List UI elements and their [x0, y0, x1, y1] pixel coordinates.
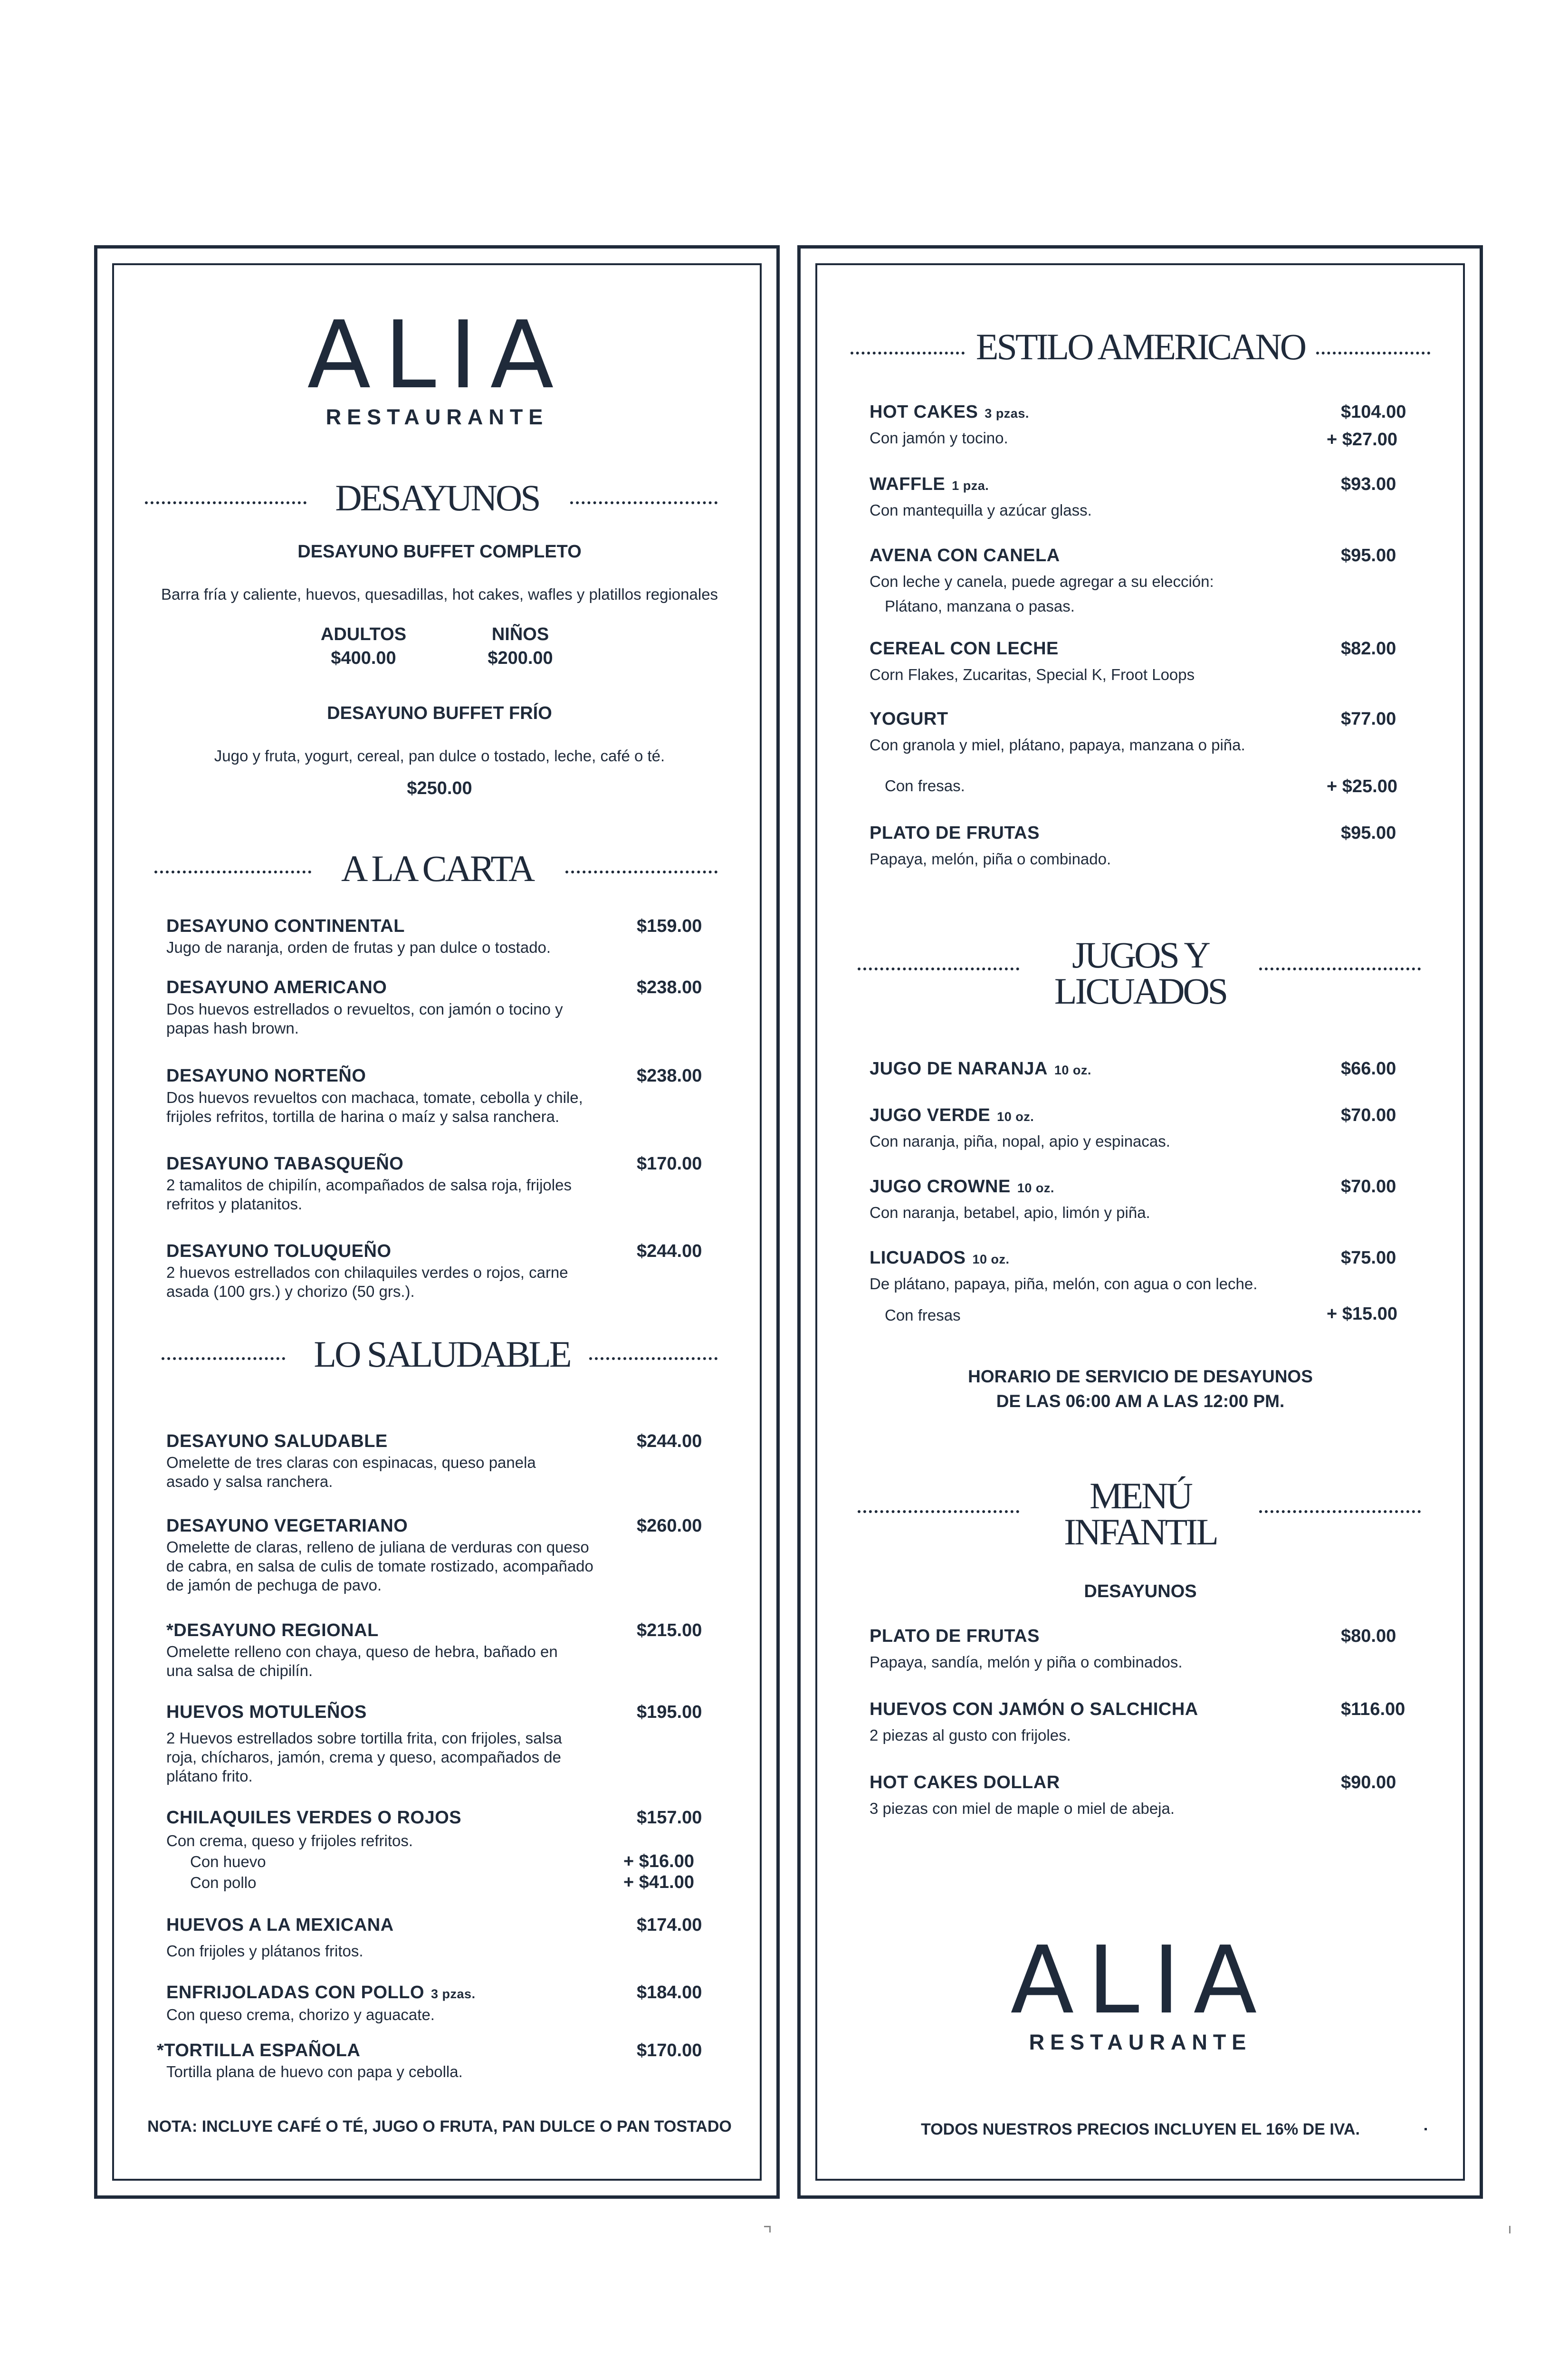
- right-footer-note: TODOS NUESTROS PRECIOS INCLUYEN EL 16% DE IVA.: [921, 2120, 1360, 2138]
- item-name-text: JUGO VERDE: [870, 1105, 991, 1125]
- item-price: $238.00: [637, 1066, 702, 1086]
- divider-dots: [154, 871, 311, 873]
- item-price: $244.00: [637, 1431, 702, 1451]
- item-name-text: LICUADOS: [870, 1248, 966, 1268]
- item-price: $66.00: [1341, 1059, 1396, 1079]
- extra-label: Con fresas.: [885, 777, 965, 795]
- item-price: $159.00: [637, 916, 702, 936]
- item-description: De plátano, papaya, piña, melón, con agua o con leche.: [870, 1275, 1258, 1293]
- item-price: $80.00: [1341, 1626, 1396, 1646]
- buffet-completo-name: DESAYUNO BUFFET COMPLETO: [297, 542, 582, 562]
- item-name: PLATO DE FRUTAS: [870, 823, 1040, 843]
- item-name: DESAYUNO TOLUQUEÑO: [166, 1241, 392, 1261]
- buffet-frio-name: DESAYUNO BUFFET FRÍO: [327, 703, 552, 723]
- item-description: Dos huevos revueltos con machaca, tomate, cebolla y chile, frijoles refritos, tortilla de harina o maíz y salsa ranchera.: [166, 1089, 583, 1125]
- item-description: Con queso crema, chorizo y aguacate.: [166, 2006, 435, 2023]
- divider-dots: [162, 1357, 285, 1360]
- item-description: Con jamón y tocino.: [870, 429, 1008, 447]
- item-price: $174.00: [637, 1915, 702, 1935]
- adult-price: $400.00: [331, 648, 396, 668]
- item-description: Con frijoles y plátanos fritos.: [166, 1942, 363, 1960]
- item-description: 3 piezas con miel de maple o miel de abeja.: [870, 1800, 1175, 1817]
- item-name: [166, 1983, 476, 2003]
- item-price: $70.00: [1341, 1105, 1396, 1125]
- section-title-infantil: [1026, 1475, 1254, 1553]
- item-price: $238.00: [637, 977, 702, 997]
- item-description: Con mantequilla y azúcar glass.: [870, 501, 1092, 519]
- buffet-completo-desc: Barra fría y caliente, huevos, quesadillas, hot cakes, wafles y platillos regionales: [161, 585, 718, 603]
- divider-dots: [570, 501, 717, 504]
- item-description: Papaya, melón, piña o combinado.: [870, 850, 1111, 868]
- crop-mark: [1509, 2226, 1511, 2233]
- adult-label: ADULTOS: [320, 624, 407, 644]
- extra-label: Con fresas: [885, 1306, 961, 1324]
- item-qty: 1 pza.: [952, 479, 989, 493]
- item-price: $195.00: [637, 1702, 702, 1722]
- buffet-frio-price: $250.00: [407, 778, 472, 798]
- item-name: [870, 474, 989, 495]
- item-name: [870, 1248, 1009, 1268]
- section-title-desayunos: DESAYUNOS: [335, 477, 539, 518]
- item-qty: 3 pzas.: [985, 406, 1029, 421]
- item-description: 2 piezas al gusto con frijoles.: [870, 1726, 1071, 1744]
- section-title-estilo-americano: ESTILO AMERICANO: [975, 326, 1305, 367]
- item-description: Con granola y miel, plátano, papaya, manzana o piña.: [870, 736, 1245, 754]
- left-footer-note: NOTA: INCLUYE CAFÉ O TÉ, JUGO O FRUTA, PAN DULCE O PAN TOSTADO: [147, 2117, 732, 2136]
- item-name: [870, 402, 1029, 422]
- extra-price: + $16.00: [623, 1851, 694, 1871]
- section-title-jugos: [1026, 934, 1254, 1012]
- item-name: HUEVOS A LA MEXICANA: [166, 1915, 394, 1935]
- item-price: $95.00: [1341, 823, 1396, 843]
- item-price: $157.00: [637, 1808, 702, 1828]
- item-price: $170.00: [637, 1154, 702, 1174]
- item-price: $82.00: [1341, 639, 1396, 659]
- item-name: AVENA CON CANELA: [870, 546, 1060, 565]
- item-qty: 10 oz.: [1054, 1063, 1091, 1077]
- item-price: $104.00: [1341, 402, 1406, 422]
- item-description: Con naranja, piña, nopal, apio y espinacas.: [870, 1132, 1170, 1150]
- section-title-infantil-line2: INFANTIL: [1064, 1511, 1217, 1553]
- section-title-jugos-line1: JUGOS Y: [1072, 934, 1209, 976]
- item-description: Con naranja, betabel, apio, limón y piña.: [870, 1204, 1150, 1221]
- divider-dots: [858, 1510, 1019, 1513]
- brand-logo-bottom: [950, 1926, 1330, 2055]
- item-name-text: JUGO DE NARANJA: [870, 1059, 1048, 1079]
- item-name-text: WAFFLE: [870, 474, 946, 494]
- item-price: $170.00: [637, 2041, 702, 2060]
- brand-logo-top: [247, 301, 627, 430]
- divider-dots: [851, 352, 965, 354]
- item-name: HUEVOS MOTULEÑOS: [166, 1702, 367, 1722]
- item-description: Omelette de tres claras con espinacas, queso panela asado y salsa ranchera.: [166, 1454, 536, 1490]
- item-price: $116.00: [1341, 1699, 1405, 1719]
- item-description: Omelette de claras, relleno de juliana de verduras con queso de cabra, en salsa de culis de tomate rostizado, acompañado de jamón de pechuga de pavo.: [166, 1538, 593, 1594]
- item-description: 2 Huevos estrellados sobre tortilla frita, con frijoles, salsa roja, chícharos, jamón, crema y queso, acompañados de plátano frito.: [166, 1729, 562, 1785]
- kids-price: $200.00: [488, 648, 553, 668]
- divider-dots: [1316, 352, 1430, 354]
- item-description: Corn Flakes, Zucaritas, Special K, Froot Loops: [870, 666, 1195, 683]
- item-description: Papaya, sandía, melón y piña o combinados.: [870, 1653, 1183, 1671]
- extra-price: + $25.00: [1327, 776, 1397, 796]
- small-dot-mark: [1425, 2128, 1427, 2130]
- item-qty: 10 oz.: [997, 1110, 1034, 1124]
- item-description: Dos huevos estrellados o revueltos, con jamón o tocino y papas hash brown.: [166, 1000, 563, 1037]
- extra-price: + $41.00: [623, 1872, 694, 1892]
- item-price: $260.00: [637, 1516, 702, 1536]
- item-name: CEREAL CON LECHE: [870, 639, 1059, 659]
- section-title-jugos-line2: LICUADOS: [1054, 970, 1227, 1012]
- brand-name: ALIA: [1010, 1926, 1271, 2035]
- brand-subtitle: RESTAURANTE: [325, 405, 549, 429]
- item-name: DESAYUNO CONTINENTAL: [166, 916, 405, 936]
- item-description-2: Plátano, manzana o pasas.: [885, 597, 1075, 615]
- section-title-lo-saludable: LO SALUDABLE: [314, 1333, 570, 1375]
- item-name-text: HOT CAKES: [870, 402, 978, 422]
- item-name: HOT CAKES DOLLAR: [870, 1772, 1060, 1792]
- item-price: $90.00: [1341, 1772, 1396, 1792]
- extra-price: + $15.00: [1327, 1304, 1397, 1324]
- divider-dots: [1259, 1510, 1421, 1513]
- item-name-text: JUGO CROWNE: [870, 1177, 1011, 1197]
- divider-dots: [145, 501, 306, 504]
- divider-dots: [589, 1357, 717, 1360]
- item-price: $77.00: [1341, 709, 1396, 729]
- item-name: [870, 1059, 1091, 1079]
- buffet-frio-desc: Jugo y fruta, yogurt, cereal, pan dulce o tostado, leche, café o té.: [214, 747, 665, 765]
- item-name: YOGURT: [870, 709, 948, 729]
- item-name: DESAYUNO SALUDABLE: [166, 1431, 388, 1451]
- brand-subtitle: RESTAURANTE: [1029, 2030, 1252, 2054]
- item-price: $184.00: [637, 1983, 702, 2002]
- item-qty: 10 oz.: [1017, 1181, 1054, 1195]
- item-price: $215.00: [637, 1620, 702, 1640]
- item-price: $70.00: [1341, 1177, 1396, 1197]
- section-title-a-la-carta: A LA CARTA: [341, 848, 534, 889]
- item-description: Con crema, queso y frijoles refritos.: [166, 1832, 413, 1849]
- item-price: $75.00: [1341, 1248, 1396, 1268]
- extra-label: Con huevo: [190, 1853, 266, 1870]
- item-name: DESAYUNO VEGETARIANO: [166, 1516, 408, 1536]
- item-price: $95.00: [1341, 546, 1396, 565]
- item-name: CHILAQUILES VERDES O ROJOS: [166, 1808, 462, 1828]
- item-description: Con leche y canela, puede agregar a su elección:: [870, 573, 1214, 590]
- item-description: 2 huevos estrellados con chilaquiles verdes o rojos, carne asada (100 grs.) y chorizo (50 grs.).: [166, 1264, 568, 1300]
- item-qty: 10 oz.: [972, 1252, 1010, 1266]
- divider-dots: [858, 968, 1019, 970]
- item-description: 2 tamalitos de chipilín, acompañados de salsa roja, frijoles refritos y platanitos.: [166, 1176, 572, 1213]
- item-description: Jugo de naranja, orden de frutas y pan dulce o tostado.: [166, 939, 551, 956]
- item-name: PLATO DE FRUTAS: [870, 1626, 1040, 1646]
- divider-dots: [1259, 968, 1421, 970]
- crop-mark: [769, 2226, 771, 2232]
- brand-name: ALIA: [307, 301, 567, 410]
- item-name: DESAYUNO TABASQUEÑO: [166, 1154, 404, 1174]
- item-name: DESAYUNO NORTEÑO: [166, 1066, 366, 1086]
- item-name: [870, 1177, 1054, 1197]
- horario-line2: DE LAS 06:00 AM A LAS 12:00 PM.: [996, 1391, 1285, 1411]
- item-name: *DESAYUNO REGIONAL: [166, 1620, 379, 1640]
- infantil-subtitle: DESAYUNOS: [1084, 1581, 1197, 1601]
- divider-dots: [565, 871, 717, 873]
- item-qty: 3 pzas.: [431, 1987, 476, 2001]
- item-name-text: ENFRIJOLADAS CON POLLO: [166, 1983, 425, 2002]
- section-title-infantil-line1: MENÚ: [1090, 1475, 1191, 1516]
- item-name: [870, 1105, 1034, 1126]
- item-name: *TORTILLA ESPAÑOLA: [157, 2041, 361, 2060]
- horario-line1: HORARIO DE SERVICIO DE DESAYUNOS: [968, 1367, 1313, 1386]
- item-name: HUEVOS CON JAMÓN O SALCHICHA: [870, 1699, 1198, 1719]
- left-menu-panel: [94, 245, 780, 2199]
- extra-price: + $27.00: [1327, 430, 1397, 450]
- item-description: Tortilla plana de huevo con papa y cebolla.: [166, 2063, 463, 2080]
- kids-label: NIÑOS: [491, 624, 549, 644]
- extra-label: Con pollo: [190, 1874, 257, 1891]
- item-description: Omelette relleno con chaya, queso de hebra, bañado en una salsa de chipilín.: [166, 1643, 558, 1679]
- item-price: $93.00: [1341, 474, 1396, 494]
- item-price: $244.00: [637, 1241, 702, 1261]
- item-name: DESAYUNO AMERICANO: [166, 977, 387, 997]
